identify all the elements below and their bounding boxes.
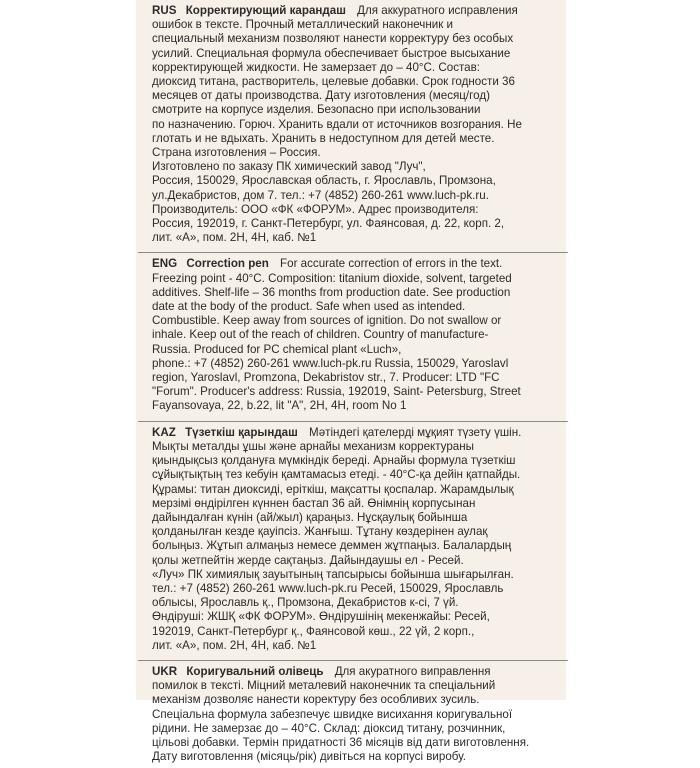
section-divider: [138, 421, 568, 422]
section-rus: [152, 4, 562, 249]
text-line: date at the body of the product. Safe when used as intended.: [152, 300, 466, 314]
text-line: қолданылған кезде қауіпсіз. Жанғыш. Тұтану көздерінен аулақ: [152, 525, 488, 539]
text-line: «Луч» ПК химиялық зауытының тапсырысы бойынша шығарылған.: [152, 567, 514, 581]
section-title: Correction pen: [186, 257, 269, 271]
language-code: KAZ: [152, 425, 176, 439]
text-line: цільові добавки. Термін придатності 36 місяців від дати виготовлення.: [152, 735, 530, 749]
text-line: тел.: +7 (4852) 260-261 www.luch-pk.ru Ресей, 150029, Ярославль: [152, 581, 504, 595]
section-title: Корректирующий карандаш: [185, 4, 346, 17]
text-line: Russia. Produced for PC chemical plant «Luch»,: [152, 342, 402, 356]
text-line: облысы, Ярославль қ., Промзона, Декабристов к-сі, 7 үй.: [152, 596, 459, 610]
section-first-line: [152, 4, 562, 18]
text-line: механізм дозволяє нанести коректуру без особливих зусиль.: [152, 693, 480, 707]
text-line: Combustible. Keep away from sources of ignition. Do not swallow or: [152, 314, 502, 328]
section-intro: Мәтіндегі қателерді мұқият түзету үшін.: [309, 425, 522, 439]
section-intro: Для акуратного виправлення: [334, 664, 491, 678]
text-line: Өндіруші: ЖШҚ «ФК ФОРУМ». Өндірушінің мекенжайы: Ресей,: [152, 610, 490, 624]
text-line: ошибок в тексте. Прочный металлический наконечник и: [152, 18, 453, 32]
text-line: рідини. Не замерзає до – 40°С. Склад: діоксид титану, розчинник,: [152, 721, 506, 735]
language-code: UKR: [152, 664, 178, 678]
text-line: Россия, 192019, г. Санкт-Петербург, ул. Фаянсовая, д. 22, корп. 2,: [152, 217, 505, 231]
product-label-sheet: [136, 0, 566, 764]
text-line: Страна изготовления – Россия.: [152, 146, 321, 160]
section-kaz: [152, 426, 562, 657]
text-line: 192019, Санкт-Петербург қ., Фаянсовой көш., 22 үй, 2 корп.,: [152, 624, 475, 638]
text-line: Fayansovaya, 22, b.22, lit "A", 2H, 4H, room No 1: [152, 399, 407, 413]
text-line: Россия, 150029, Ярославская область, г. Ярославль, Промзона,: [152, 174, 496, 188]
text-line: Спеціальна формула забезпечує швидке висихання коригувальної: [152, 707, 513, 721]
text-line: ул.Декабристов, дом 7. тел.: +7 (4852) 260-261 www.luch-pk.ru.: [152, 188, 489, 202]
label-text-block: [152, 4, 562, 768]
text-line: смотрите на корпусе изделия. Безопасно при использовании: [152, 103, 481, 117]
text-line: лит. «А», пом. 2Н, 4Н, каб. №1: [152, 231, 317, 245]
text-line: глотать и не вдыхать. Хранить в недоступном для детей месте.: [152, 131, 495, 145]
text-line: специальный механизм позволяют нанести корректуру без особых: [152, 32, 514, 46]
language-code: RUS: [152, 4, 177, 17]
text-line: по назначению. Горюч. Хранить вдали от источников возгорания. Не: [152, 117, 522, 131]
section-first-line: [152, 665, 562, 679]
text-line: inhale. Keep out of the reach of children. Country of manufacture-: [152, 328, 489, 342]
text-line: phone.: +7 (4852) 260-261 www.luch-pk.ru Russia, 150029, Yaroslavl: [152, 356, 509, 370]
section-title: Коригувальний олівець: [186, 664, 324, 678]
language-code: ENG: [152, 257, 178, 271]
text-line: region, Yaroslavl, Promzona, Dekabristov str., 7. Producer: LTD "FC: [152, 371, 500, 385]
section-intro: Для аккуратного исправления: [357, 4, 518, 17]
text-line: месяцев от даты производства. Дату изготовления (месяц/год): [152, 89, 490, 103]
text-line: Freezing point - 40°C. Composition: titanium dioxide, solvent, targeted: [152, 271, 512, 285]
text-line: корректирующей жидкости. Не замерзает до – 40°С. Состав:: [152, 60, 480, 74]
text-line: Мықты металды ұшы және арнайы механизм корректураны: [152, 439, 474, 453]
text-line: Производитель: ООО «ФК «ФОРУМ». Адрес производителя:: [152, 202, 479, 216]
text-line: дайындалған күнін (ай/жыл) қараңыз. Нұсқаулық бойынша: [152, 510, 468, 524]
section-title: Түзеткіш қарындаш: [185, 425, 298, 439]
section-eng: [152, 257, 562, 417]
text-line: болыңыз. Жұтып алмаңыз немесе деммен жұтпаңыз. Балалардың: [152, 539, 512, 553]
text-line: мерзімі өндірілген күннен бастап 36 ай. Өнімнің корпусынан: [152, 496, 476, 510]
text-line: қиындықсыз қолдануға мүмкіндік береді. Арнайы формула түзеткіш: [152, 454, 516, 468]
section-divider: [138, 660, 568, 661]
text-line: помилок в тексті. Міцний металевий наконечник та спеціальний: [152, 679, 496, 693]
text-line: "Forum". Producer's address: Russia, 192019, Saint- Petersburg, Street: [152, 385, 521, 399]
text-line: лит. «А», пом. 2Н, 4Н, каб. №1: [152, 638, 317, 652]
text-line: additives. Shelf-life – 36 months from production date. See production: [152, 285, 511, 299]
section-first-line: [152, 426, 562, 440]
section-intro: For accurate correction of errors in the text.: [280, 257, 503, 271]
text-line: Дату виготовлення (місяць/рік) дивіться на корпусі виробу.: [152, 750, 467, 764]
section-ukr: [152, 665, 562, 768]
text-line: диоксид титана, растворитель, целевые добавки. Срок годности 36: [152, 75, 515, 89]
text-line: сұйықтықтың тез кебуін қамтамасыз етеді. - 40°С-қа дейін қатпайды.: [152, 468, 521, 482]
text-line: Изготовлено по заказу ПК химический завод "Луч",: [152, 160, 426, 174]
text-line: қолы жетпейтін жерде сақтаңыз. Дайындаушы ел - Ресей.: [152, 553, 464, 567]
section-divider: [138, 252, 568, 253]
text-line: Құрамы: титан диоксиді, еріткіш, мақсатты қоспалар. Жарамдылық: [152, 482, 514, 496]
text-line: усилий. Специальная формула обеспечивает быстрое высыхание: [152, 46, 511, 60]
section-first-line: [152, 257, 562, 271]
